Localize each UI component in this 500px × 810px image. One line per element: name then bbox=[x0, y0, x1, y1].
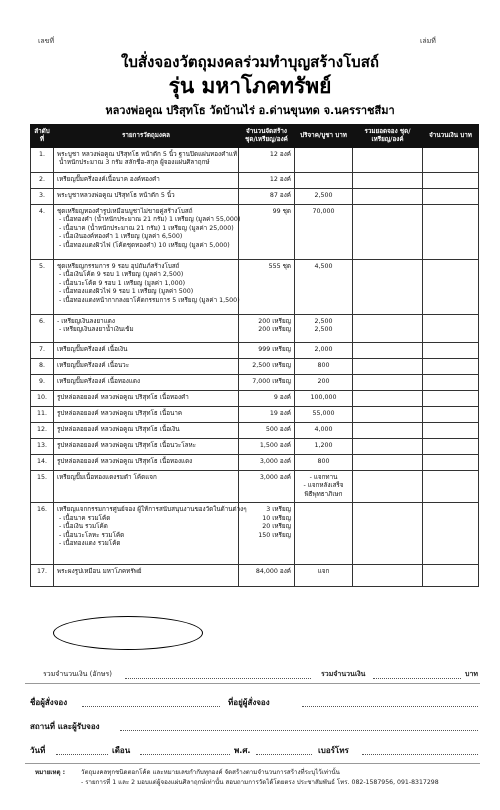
item-description bbox=[54, 454, 239, 470]
item-description-line: รูปหล่อลอยองค์ หลวงพ่อคูณ ปริสุทโธ เนื้อเงิน bbox=[57, 425, 180, 433]
item-description bbox=[54, 204, 239, 259]
divider bbox=[25, 683, 480, 684]
item-description-line: - เนื้อนวะโค้ด 9 รอบ 1 เหรียญ (มูลค่า 1,000) bbox=[59, 279, 186, 287]
order-count-cell[interactable] bbox=[353, 374, 423, 390]
item-description bbox=[54, 147, 239, 172]
item-description-line: - เนื้อเงิน รวมโค้ด bbox=[59, 523, 108, 531]
column-header: รวมยอดจอง ชุด/เหรียญ/องค์ bbox=[353, 125, 423, 148]
column-header: จำนวนเงิน บาท bbox=[423, 125, 479, 148]
amount-cell[interactable] bbox=[423, 342, 479, 358]
year-label: พ.ศ. bbox=[234, 746, 251, 755]
item-description-line: รูปหล่อลอยองค์ หลวงพ่อคูณ ปริสุทโธ เนื้อทองคำ bbox=[57, 393, 189, 401]
price-cell bbox=[295, 374, 353, 390]
order-count-cell[interactable] bbox=[353, 314, 423, 342]
item-description-line: เหรียญปั๊มเนื้อทองแดงรมดำ โค้ดแจก bbox=[57, 473, 157, 481]
quantity-cell-line: 2,500 เหรียญ bbox=[252, 361, 291, 369]
total-amount-label: รวมจำนวนเงิน bbox=[321, 670, 366, 678]
row-number: 13. bbox=[31, 438, 54, 454]
quantity-cell bbox=[239, 374, 295, 390]
order-count-cell[interactable] bbox=[353, 390, 423, 406]
amount-cell[interactable] bbox=[423, 374, 479, 390]
price-cell-line: 4,500 bbox=[314, 262, 333, 270]
price-cell-line: 2,500 bbox=[314, 317, 333, 325]
quantity-cell-line: 3,000 องค์ bbox=[259, 457, 291, 465]
quantity-cell bbox=[239, 147, 295, 172]
edition-title: รุ่น มหาโภคทรัพย์ bbox=[168, 74, 332, 98]
price-cell-line: 55,000 bbox=[312, 409, 335, 417]
item-description-line: รูปหล่อลอยองค์ หลวงพ่อคูณ ปริสุทโธ เนื้อนวะโลหะ bbox=[57, 441, 197, 449]
order-table bbox=[30, 124, 479, 587]
price-cell bbox=[295, 454, 353, 470]
item-description-line: เหรียญปั๊มครึ่งองค์ เนื้อเงิน bbox=[57, 345, 128, 353]
table-row bbox=[31, 390, 479, 406]
item-description bbox=[54, 422, 239, 438]
column-header: ลำดับที่ bbox=[31, 125, 54, 148]
total-text-line[interactable] bbox=[125, 678, 311, 679]
order-count-cell[interactable] bbox=[353, 503, 423, 565]
amount-cell[interactable] bbox=[423, 172, 479, 188]
table-row bbox=[31, 438, 479, 454]
row-number: 6. bbox=[31, 314, 54, 342]
year-field[interactable] bbox=[256, 754, 312, 755]
price-cell bbox=[295, 259, 353, 314]
quantity-cell-line: 999 เหรียญ bbox=[258, 345, 291, 353]
amount-cell[interactable] bbox=[423, 503, 479, 565]
item-description-line: ชุดเหรียญทองคำรูปเหมือนบูชาไม่ขายคู่สร้างโบสถ์ bbox=[57, 207, 193, 215]
notes-line: - รายการที่ 1 และ 2 มอบแด่ผู้จองแผ่นศิลาฤกษ์เท่านั้น สอบถามการวัดได้โดยตรง ประชาสัมพันธ์ โทร. 082-1587956, 091-8317298 bbox=[81, 779, 439, 786]
order-count-cell[interactable] bbox=[353, 438, 423, 454]
price-cell bbox=[295, 147, 353, 172]
phone-field[interactable] bbox=[362, 754, 478, 755]
item-description-line: - เนื้อนาค (น้ำหนักประมาณ 21 กรัม) 1 เหรียญ (มูลค่า 25,000) bbox=[59, 224, 234, 232]
amount-cell[interactable] bbox=[423, 147, 479, 172]
item-description-line: เหรียญปั๊มครึ่งองค์ เนื้อนวะ bbox=[57, 361, 130, 369]
row-number: 12. bbox=[31, 422, 54, 438]
amount-cell[interactable] bbox=[423, 406, 479, 422]
quantity-cell bbox=[239, 390, 295, 406]
table-header-row bbox=[31, 125, 479, 148]
item-description-line: เหรียญแจกกรรมการศูนย์จอง ผู้ให้การสนับสนุนงานของวัดในด้านต่างๆ bbox=[57, 506, 247, 514]
amount-cell[interactable] bbox=[423, 454, 479, 470]
amount-cell[interactable] bbox=[423, 390, 479, 406]
row-number: 7. bbox=[31, 342, 54, 358]
price-cell bbox=[295, 406, 353, 422]
amount-cell[interactable] bbox=[423, 259, 479, 314]
item-description bbox=[54, 503, 247, 565]
column-header: จำนวนจัดสร้าง ชุด/เหรียญ/องค์ bbox=[239, 125, 295, 148]
quantity-cell bbox=[239, 342, 295, 358]
row-number: 5. bbox=[31, 259, 54, 314]
price-cell-line: 200 bbox=[317, 377, 330, 385]
order-count-cell[interactable] bbox=[353, 358, 423, 374]
table-row bbox=[31, 188, 479, 204]
price-cell bbox=[295, 358, 353, 374]
table-row bbox=[31, 342, 479, 358]
item-description-line: - เนื้อนวะโลหะ รวมโค้ด bbox=[59, 531, 125, 539]
item-description-line: - เนื้อเงินองค์ทองคำ 1 เหรียญ (มูลค่า 6,500) bbox=[59, 233, 183, 241]
name-field[interactable] bbox=[82, 706, 220, 707]
price-cell-line: 1,200 bbox=[314, 441, 333, 449]
row-number: 15. bbox=[31, 470, 54, 503]
row-number: 4. bbox=[31, 204, 54, 259]
quantity-cell-line: 10 เหรียญ bbox=[262, 514, 291, 522]
quantity-cell bbox=[239, 470, 295, 503]
item-description bbox=[54, 342, 239, 358]
table-row bbox=[31, 358, 479, 374]
amount-cell[interactable] bbox=[423, 422, 479, 438]
table-row bbox=[31, 565, 479, 587]
amount-cell[interactable] bbox=[423, 314, 479, 342]
order-count-cell[interactable] bbox=[353, 565, 423, 587]
quantity-cell bbox=[239, 565, 295, 587]
order-count-cell[interactable] bbox=[353, 422, 423, 438]
circled-item-highlight bbox=[53, 616, 203, 650]
quantity-cell-line: 150 เหรียญ bbox=[258, 531, 291, 539]
price-cell-line: 2,500 bbox=[314, 326, 333, 334]
quantity-cell bbox=[239, 358, 295, 374]
row-number: 16. bbox=[31, 503, 54, 565]
item-description-line: เหรียญปั๊มครึ่งองค์เนื้อนาค องค์ทองคำ bbox=[57, 175, 160, 183]
name-label: ชื่อผู้สั่งจอง bbox=[30, 698, 68, 707]
row-number: 8. bbox=[31, 358, 54, 374]
table-row bbox=[31, 454, 479, 470]
item-description bbox=[54, 390, 239, 406]
item-description-line: - เหรียญเงินลงยาแดง bbox=[57, 317, 115, 325]
price-cell-line: 70,000 bbox=[312, 207, 335, 215]
column-header: รายการวัตถุมงคล bbox=[54, 125, 239, 148]
quantity-cell bbox=[239, 172, 295, 188]
temple-subtitle: หลวงพ่อคูณ ปริสุทโธ วัดบ้านไร่ อ.ด่านขุนทด จ.นครราชสีมา bbox=[105, 104, 395, 117]
quantity-cell bbox=[239, 438, 295, 454]
column-header: ปริจาค/บูชา บาท bbox=[295, 125, 353, 148]
quantity-cell-line: 200 เหรียญ bbox=[258, 317, 291, 325]
order-count-cell[interactable] bbox=[353, 188, 423, 204]
quantity-cell-line: 3 เหรียญ bbox=[266, 506, 291, 514]
quantity-cell-line: 19 องค์ bbox=[269, 409, 291, 417]
price-cell bbox=[295, 470, 353, 503]
table-row bbox=[31, 374, 479, 390]
row-number: 14. bbox=[31, 454, 54, 470]
quantity-cell-line: 500 องค์ bbox=[265, 425, 291, 433]
price-cell-line: 4,000 bbox=[314, 425, 333, 433]
price-cell-line: แจก bbox=[317, 568, 330, 576]
row-number: 11. bbox=[31, 406, 54, 422]
number-label: เลขที่ bbox=[38, 37, 55, 45]
item-description-line: รูปหล่อลอยองค์ หลวงพ่อคูณ ปริสุทโธ เนื้อนาค bbox=[57, 409, 183, 417]
order-count-cell[interactable] bbox=[353, 259, 423, 314]
quantity-cell-line: 200 เหรียญ bbox=[258, 326, 291, 334]
quantity-cell bbox=[239, 406, 295, 422]
item-description bbox=[54, 188, 239, 204]
month-label: เดือน bbox=[112, 746, 131, 755]
row-number: 9. bbox=[31, 374, 54, 390]
order-count-cell[interactable] bbox=[353, 147, 423, 172]
price-cell-line: 2,500 bbox=[314, 191, 333, 199]
amount-cell[interactable] bbox=[423, 204, 479, 259]
item-description-line: - เนื้อนาค รวมโค้ด bbox=[59, 514, 111, 522]
item-description bbox=[54, 470, 239, 503]
quantity-cell bbox=[239, 204, 295, 259]
date-field[interactable] bbox=[56, 754, 108, 755]
price-cell bbox=[295, 390, 353, 406]
quantity-cell bbox=[239, 422, 295, 438]
price-cell-line: พิธีพุทธาภิเษก bbox=[304, 490, 343, 498]
row-number: 2. bbox=[31, 172, 54, 188]
quantity-cell-line: 3,000 องค์ bbox=[259, 473, 291, 481]
quantity-cell-line: 99 ชุด bbox=[272, 207, 291, 215]
table-row bbox=[31, 204, 479, 259]
amount-cell[interactable] bbox=[423, 565, 479, 587]
price-cell bbox=[295, 565, 353, 587]
order-count-cell[interactable] bbox=[353, 204, 423, 259]
quantity-cell-line: 84,000 องค์ bbox=[255, 568, 291, 576]
order-count-cell[interactable] bbox=[353, 406, 423, 422]
item-description-line: เหรียญปั๊มครึ่งองค์ เนื้อทองแดง bbox=[57, 377, 141, 385]
price-cell bbox=[295, 314, 353, 342]
quantity-cell bbox=[239, 314, 295, 342]
total-text-label: รวมจำนวนเงิน (อักษร) bbox=[43, 670, 112, 678]
row-number: 10. bbox=[31, 390, 54, 406]
price-cell-line: 2,000 bbox=[314, 345, 333, 353]
item-description bbox=[54, 374, 239, 390]
item-description bbox=[54, 565, 239, 587]
price-cell bbox=[295, 204, 353, 259]
amount-cell[interactable] bbox=[423, 470, 479, 503]
quantity-cell-line: 12 องค์ bbox=[269, 175, 291, 183]
quantity-cell bbox=[239, 188, 295, 204]
price-cell-line: 800 bbox=[317, 361, 330, 369]
order-count-cell[interactable] bbox=[353, 470, 423, 503]
quantity-cell-line: 12 องค์ bbox=[269, 150, 291, 158]
date-label: วันที่ bbox=[30, 746, 46, 755]
item-description bbox=[54, 438, 239, 454]
notes-line: วัตถุมงคลทุกชนิดตอกโค้ด และหมายเลขกำกับทุกองค์ จัดสร้างตามจำนวนการสร้างที่ระบุไว้เท่านั้น bbox=[81, 769, 340, 776]
quantity-cell-line: 20 เหรียญ bbox=[262, 523, 291, 531]
quantity-cell-line: 1,500 องค์ bbox=[259, 441, 291, 449]
item-description-line: - เหรียญเงินลงยาน้ำเงินเข้ม bbox=[59, 326, 134, 334]
price-cell bbox=[295, 438, 353, 454]
row-number: 3. bbox=[31, 188, 54, 204]
item-description bbox=[54, 406, 239, 422]
book-label: เล่มที่ bbox=[420, 37, 436, 45]
table-row bbox=[31, 470, 479, 503]
amount-cell[interactable] bbox=[423, 438, 479, 454]
item-description bbox=[54, 314, 239, 342]
quantity-cell-line: 7,000 เหรียญ bbox=[252, 377, 291, 385]
item-description bbox=[54, 172, 239, 188]
item-description bbox=[54, 358, 239, 374]
table-row bbox=[31, 406, 479, 422]
quantity-cell-line: 555 ชุด bbox=[268, 262, 291, 270]
item-description-line: - เนื้อทองแดงหน้ากากลงยาโค้ดกรรมการ 5 เหรียญ (มูลค่า 1,500) bbox=[59, 296, 240, 304]
address-field[interactable] bbox=[302, 706, 478, 707]
item-description-line: พระบูชา หลวงพ่อคูณ ปริสุทโธ หน้าตัก 5 นิ้ว ฐานปิดแผ่นทองคำแท้ bbox=[57, 150, 238, 158]
order-count-cell[interactable] bbox=[353, 454, 423, 470]
amount-cell[interactable] bbox=[423, 358, 479, 374]
quantity-cell-line: 87 องค์ bbox=[269, 191, 291, 199]
quantity-cell bbox=[239, 454, 295, 470]
item-description bbox=[54, 259, 239, 314]
row-number: 1. bbox=[31, 147, 54, 172]
price-cell-line: - แจกหลังเสร็จ bbox=[303, 482, 344, 490]
order-count-cell[interactable] bbox=[353, 342, 423, 358]
price-cell-line: - แจกทาน bbox=[309, 473, 338, 481]
month-field[interactable] bbox=[140, 754, 230, 755]
item-description-line: ชุดเหรียญกรรมการ 9 รอบ อุปถัมภ์สร้างโบสถ์ bbox=[57, 262, 180, 270]
item-description-line: - เนื้อเงินโค้ด 9 รอบ 1 เหรียญ (มูลค่า 2,500) bbox=[59, 271, 184, 279]
phone-label: เบอร์โทร bbox=[318, 746, 349, 755]
price-cell bbox=[295, 172, 353, 188]
table-body bbox=[31, 147, 479, 587]
notes-label: หมายเหตุ : bbox=[35, 769, 66, 776]
price-cell-line: 100,000 bbox=[310, 393, 337, 401]
address-label: ที่อยู่ผู้สั่งจอง bbox=[228, 698, 270, 707]
table-row bbox=[31, 503, 479, 565]
item-description-line: พระผงรูปเหมือน มหาโภคทรัพย์ bbox=[57, 568, 142, 576]
row-number: 17. bbox=[31, 565, 54, 587]
table-row bbox=[31, 422, 479, 438]
item-description-line: - เนื้อทองแดงผิวไฟ (โค้ดชุดทองคำ) 10 เหรียญ (มูลค่า 5,000) bbox=[59, 241, 230, 249]
price-cell bbox=[295, 188, 353, 204]
table-row bbox=[31, 314, 479, 342]
amount-cell[interactable] bbox=[423, 188, 479, 204]
total-unit: บาท bbox=[465, 670, 478, 678]
place-label: สถานที่ และผู้รับจอง bbox=[30, 722, 100, 731]
place-field[interactable] bbox=[120, 730, 478, 731]
quantity-cell-line: 9 องค์ bbox=[273, 393, 291, 401]
item-description-line: พระบูชาหลวงพ่อคูณ ปริสุทโธ หน้าตัก 5 นิ้ว bbox=[57, 191, 175, 199]
price-cell bbox=[295, 503, 353, 565]
item-description-line: - เนื้อทองคำ (น้ำหนักประมาณ 21 กรัม) 1 เหรียญ (มูลค่า 55,000) bbox=[59, 216, 241, 224]
price-cell bbox=[295, 422, 353, 438]
order-count-cell[interactable] bbox=[353, 172, 423, 188]
divider bbox=[25, 763, 480, 764]
item-description-line: น้ำหนักประมาณ 3 กรัม สลักชื่อ-สกุล ผู้จองแผ่นศิลาฤกษ์ bbox=[59, 159, 210, 167]
table-row bbox=[31, 147, 479, 172]
total-amount-line[interactable] bbox=[373, 678, 461, 679]
price-cell bbox=[295, 342, 353, 358]
table-row bbox=[31, 259, 479, 314]
form-title: ใบสั่งจองวัตถุมงคลร่วมทำบุญสร้างโบสถ์ bbox=[121, 53, 379, 71]
item-description-line: - เนื้อทองแดงผิวไฟ 9 รอบ 1 เหรียญ (มูลค่า 500) bbox=[59, 288, 194, 296]
item-description-line: - เนื้อทองแดง รวมโค้ด bbox=[59, 540, 121, 548]
table-row bbox=[31, 172, 479, 188]
price-cell-line: 800 bbox=[317, 457, 330, 465]
item-description-line: รูปหล่อลอยองค์ หลวงพ่อคูณ ปริสุทโธ เนื้อทองแดง bbox=[57, 457, 193, 465]
quantity-cell bbox=[239, 259, 295, 314]
